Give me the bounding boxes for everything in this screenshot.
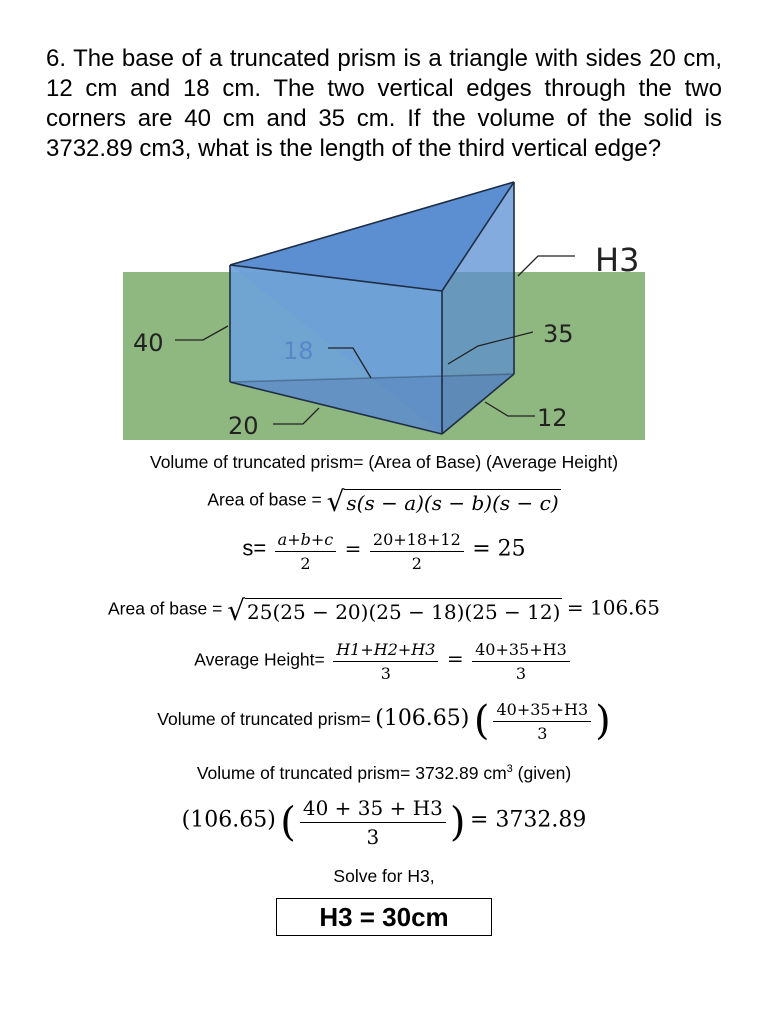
label-12: 12 bbox=[537, 404, 568, 432]
given-volume-row bbox=[0, 763, 768, 784]
s-den-sym: 2 bbox=[300, 554, 311, 573]
given-tail: (given) bbox=[512, 763, 572, 783]
label-35: 35 bbox=[543, 320, 574, 348]
s-formula-row: s= $\frac{a+b+c}{2}$ = $\frac{20+18+12}{2}$ = 25 bbox=[242, 530, 526, 573]
area-formula-row bbox=[0, 485, 768, 518]
vol-coef: (106.65) bbox=[375, 706, 470, 732]
volume-formula: Volume of truncated prism= (Area of Base) (Average Height) bbox=[149, 452, 619, 472]
s-num-sym: a+b+c bbox=[275, 530, 337, 552]
truncated-prism-figure bbox=[123, 176, 645, 440]
area2-sqrt: √ 25(25 − 20)(25 − 18)(25 − 12) bbox=[227, 594, 561, 627]
s-label: s= bbox=[242, 535, 267, 561]
area-label: Area of base = bbox=[207, 489, 327, 510]
area2-radicand: 25(25 − 20)(25 − 18)(25 − 12) bbox=[247, 599, 561, 624]
s-result: = 25 bbox=[472, 536, 526, 562]
answer-box: H3 = 30cm bbox=[276, 898, 492, 936]
eq-coef: (106.65) bbox=[181, 807, 276, 833]
eq-fraction bbox=[300, 796, 446, 849]
vol-num: 40+35+H3 bbox=[493, 700, 591, 722]
avg-den-sym: 3 bbox=[380, 664, 391, 683]
area-value-row bbox=[0, 594, 768, 627]
area2-label: Area of base = bbox=[108, 598, 228, 619]
problem-statement: 6. The base of a truncated prism is a triangle with sides 20 cm, 12 cm and 18 cm. The two vertical edges through the two corners are 40 cm and 35 cm. If the volume of the solid is 3732.89 cm3, what is the length of the third vertical edge? bbox=[46, 45, 722, 162]
avg-fraction-values bbox=[472, 640, 570, 683]
label-h3: H3 bbox=[595, 241, 640, 279]
volume-expression-row: Volume of truncated prism= (106.65) ( $\frac{40+35+H3}{3}$ ) bbox=[157, 698, 611, 744]
s-num-val: 20+18+12 bbox=[370, 530, 464, 552]
avg-label: Average Height= bbox=[194, 649, 325, 670]
label-18: 18 bbox=[283, 337, 314, 365]
area2-result: = 106.65 bbox=[566, 595, 660, 620]
eq-num: 40 + 35 + H3 bbox=[300, 796, 446, 823]
given-text: Volume of truncated prism= 3732.89 cm bbox=[196, 763, 507, 783]
s-den-val: 2 bbox=[411, 554, 422, 573]
s-fraction-values bbox=[370, 530, 464, 573]
given-sup: 3 bbox=[506, 763, 513, 776]
area-radicand: s(s − a)(s − b)(s − c) bbox=[346, 490, 559, 515]
avg-fraction-symbolic bbox=[333, 640, 438, 683]
s-fraction-symbolic bbox=[275, 530, 337, 573]
equation-row: (106.65) ( $\frac{40 + 35 + H3}{3}$ ) = 3732.89 bbox=[181, 796, 587, 849]
average-height-row: Average Height= $\frac{H1+H2+H3}{3}$ = $\frac{40+35+H3}{3}$ bbox=[0, 640, 768, 683]
vol-label: Volume of truncated prism= bbox=[157, 709, 371, 730]
eq-result: = 3732.89 bbox=[469, 807, 587, 833]
label-20: 20 bbox=[228, 412, 259, 440]
avg-num-sym: H1+H2+H3 bbox=[333, 640, 438, 662]
avg-den-val: 3 bbox=[515, 664, 527, 683]
area-sqrt: √ s(s − a)(s − b)(s − c) bbox=[326, 485, 559, 518]
label-40: 40 bbox=[133, 329, 164, 357]
solve-text: Solve for H3, bbox=[333, 866, 435, 886]
vol-den: 3 bbox=[537, 723, 548, 743]
eq-den: 3 bbox=[366, 825, 380, 849]
avg-num-val: 40+35+H3 bbox=[472, 640, 570, 662]
vol-fraction bbox=[493, 700, 591, 743]
